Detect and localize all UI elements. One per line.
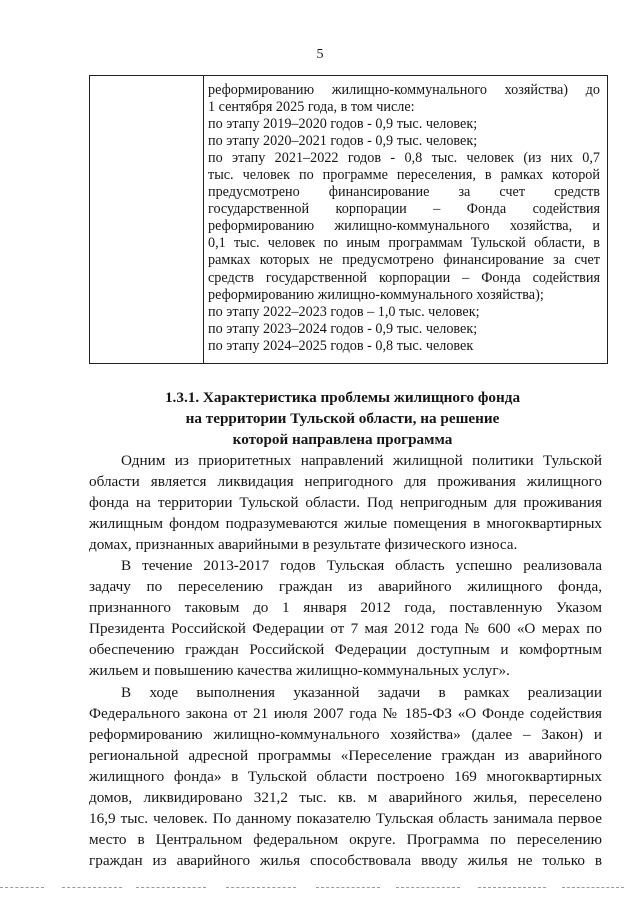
body-line: граждан из аварийного жилья способствовала вводу жилья не только в <box>89 851 602 869</box>
scan-footer-marks <box>0 887 640 891</box>
table-cell-line: по этапу 2024–2025 годов - 0,8 тыс. человек <box>208 337 474 354</box>
body-line: В течение 2013-2017 годов Тульская область успешно реализовала <box>121 557 602 575</box>
body-line: Федерального закона от 21 июля 2007 года № 185-ФЗ «О Фонде содействия <box>89 704 602 722</box>
body-line: домах, признанных аварийными в результате физического износа. <box>89 536 518 554</box>
table-cell-line: рамках которых не предусмотрено финансирование за счет <box>208 252 600 269</box>
body-line: домов, ликвидировано 321,2 тыс. кв. м аварийного жилья, переселено <box>89 788 602 806</box>
table-cell-line: 1 сентября 2025 года, в том числе: <box>208 99 415 116</box>
body-line: Президента Российской Федерации от 7 мая 2012 года № 600 «О мерах по <box>89 620 602 638</box>
page-number: 5 <box>316 47 324 62</box>
table-cell-line: по этапу 2019–2020 годов - 0,9 тыс. человек; <box>208 116 478 133</box>
section-heading-line: которой направлена программа <box>232 431 453 448</box>
body-line: задачу по переселению граждан из аварийного жилищного фонда, <box>89 578 602 596</box>
body-line: обеспечению граждан Российской Федерации доступным и комфортным <box>89 641 602 659</box>
body-line: жилищным фондом подразумеваются жилые помещения в многоквартирных <box>89 515 602 533</box>
table-left-cell <box>90 76 204 363</box>
body-line: В ходе выполнения указанной задачи в рамках реализации <box>121 683 602 701</box>
table-cell-line: тыс. человек по программе переселения, в рамках которой <box>208 167 600 184</box>
body-line: региональной адресной программы «Переселение граждан из аварийного <box>89 746 602 764</box>
table-cell-line: государственной корпорации – Фонда содействия <box>208 201 600 218</box>
section-heading <box>60 387 625 450</box>
body-line: области является ликвидация непригодного для проживания жилищного <box>89 473 602 491</box>
table-cell-line: средств государственной корпорации – Фонда содействия <box>208 269 600 286</box>
table-cell-line: 0,1 тыс. человек по иным программам Тульской области, в <box>208 235 600 252</box>
table-cell-line: по этапу 2021–2022 годов - 0,8 тыс. человек (из них 0,7 <box>208 150 600 167</box>
body-line: жильем и повышению качества жилищно-коммунальных услуг». <box>89 662 510 680</box>
body-line: Одним из приоритетных направлений жилищной политики Тульской <box>121 452 602 469</box>
body-text <box>89 450 602 871</box>
body-line: 16,9 тыс. человек. По данному показателю Тульская область занимала первое <box>89 809 602 827</box>
table-cell-line: реформированию жилищно-коммунального хозяйства) до <box>208 82 600 98</box>
table-right-cell <box>208 82 600 355</box>
body-line: место в Центральном федеральном округе. Программа по переселению <box>89 830 602 848</box>
table-cell-line: по этапу 2023–2024 годов - 0,9 тыс. человек; <box>208 320 478 337</box>
program-passport-table <box>89 75 608 364</box>
table-cell-line: реформированию жилищно-коммунального хозяйства, и <box>208 218 600 235</box>
section-heading-line: 1.3.1. Характеристика проблемы жилищного фонда <box>164 389 521 406</box>
table-cell-line: реформированию жилищно-коммунального хозяйства); <box>208 286 544 303</box>
body-line: фонда на территории Тульской области. Под непригодным для проживания <box>89 494 602 512</box>
table-cell-line: по этапу 2020–2021 годов - 0,9 тыс. человек; <box>208 133 478 150</box>
section-heading-line: на территории Тульской области, на решение <box>185 410 500 427</box>
table-cell-line: предусмотрено финансирование за счет средств <box>208 184 600 201</box>
table-cell-line: по этапу 2022–2023 годов – 1,0 тыс. человек; <box>208 303 480 320</box>
body-line: признанного таковым до 1 января 2012 года, поставленную Указом <box>89 599 602 617</box>
body-line: жилищного фонда» в Тульской области построено 169 многоквартирных <box>89 767 602 785</box>
body-line: реформированию жилищно-коммунального хозяйства» (далее – Закон) и <box>89 725 602 743</box>
